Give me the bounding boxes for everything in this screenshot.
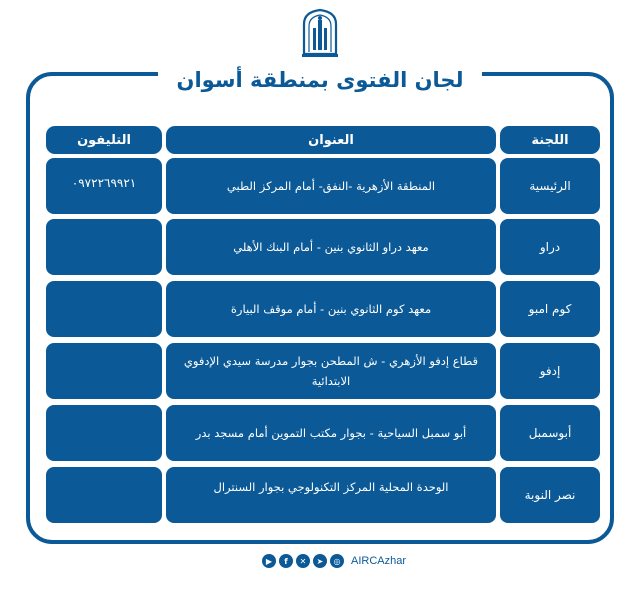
header-phone: التليفون: [46, 126, 162, 154]
table-row-phone: [46, 467, 162, 523]
table-row-address: معهد دراو الثانوي بنين - أمام البنك الأهلي: [166, 219, 496, 275]
table-row-phone: [46, 343, 162, 399]
table-row-address: المنطقة الأزهرية -النفق- أمام المركز الطبي: [166, 158, 496, 214]
x-icon[interactable]: ✕: [296, 554, 310, 568]
instagram-icon[interactable]: ◎: [330, 554, 344, 568]
header-committee: اللجنة: [500, 126, 600, 154]
telegram-icon[interactable]: ➤: [313, 554, 327, 568]
header-address: العنوان: [166, 126, 496, 154]
table-row-address: الوحدة المحلية المركز التكنولوجي بجوار السنترال: [166, 467, 496, 523]
table-row-committee: دراو: [500, 219, 600, 275]
social-handle[interactable]: AIRCAzhar: [351, 555, 407, 567]
table-row-phone: ٠٩٧٢٢٦٩٩٢١: [46, 158, 162, 214]
table-row-address: قطاع إدفو الأزهري - ش المطحن بجوار مدرسة سيدي الإدفوي الابتدائية: [166, 343, 496, 399]
table-row-address: معهد كوم الثانوي بنين - أمام موقف البيارة: [166, 281, 496, 337]
table-row-committee: كوم امبو: [500, 281, 600, 337]
footer-social: [262, 552, 406, 570]
table-row-phone: [46, 281, 162, 337]
youtube-icon[interactable]: ▶: [262, 554, 276, 568]
al-azhar-logo-icon: [296, 8, 344, 66]
table-row-phone: [46, 405, 162, 461]
facebook-icon[interactable]: f: [279, 554, 293, 568]
page-title: لجان الفتوى بمنطقة أسوان: [176, 68, 464, 92]
table-row-address: أبو سمبل السياحية - بجوار مكتب التموين أمام مسجد بدر: [166, 405, 496, 461]
table-row-committee: الرئيسية: [500, 158, 600, 214]
title-container: [158, 60, 482, 102]
table-row-committee: إدفو: [500, 343, 600, 399]
table-row-committee: نصر النوبة: [500, 467, 600, 523]
table-row-phone: [46, 219, 162, 275]
table-row-committee: أبوسمبل: [500, 405, 600, 461]
